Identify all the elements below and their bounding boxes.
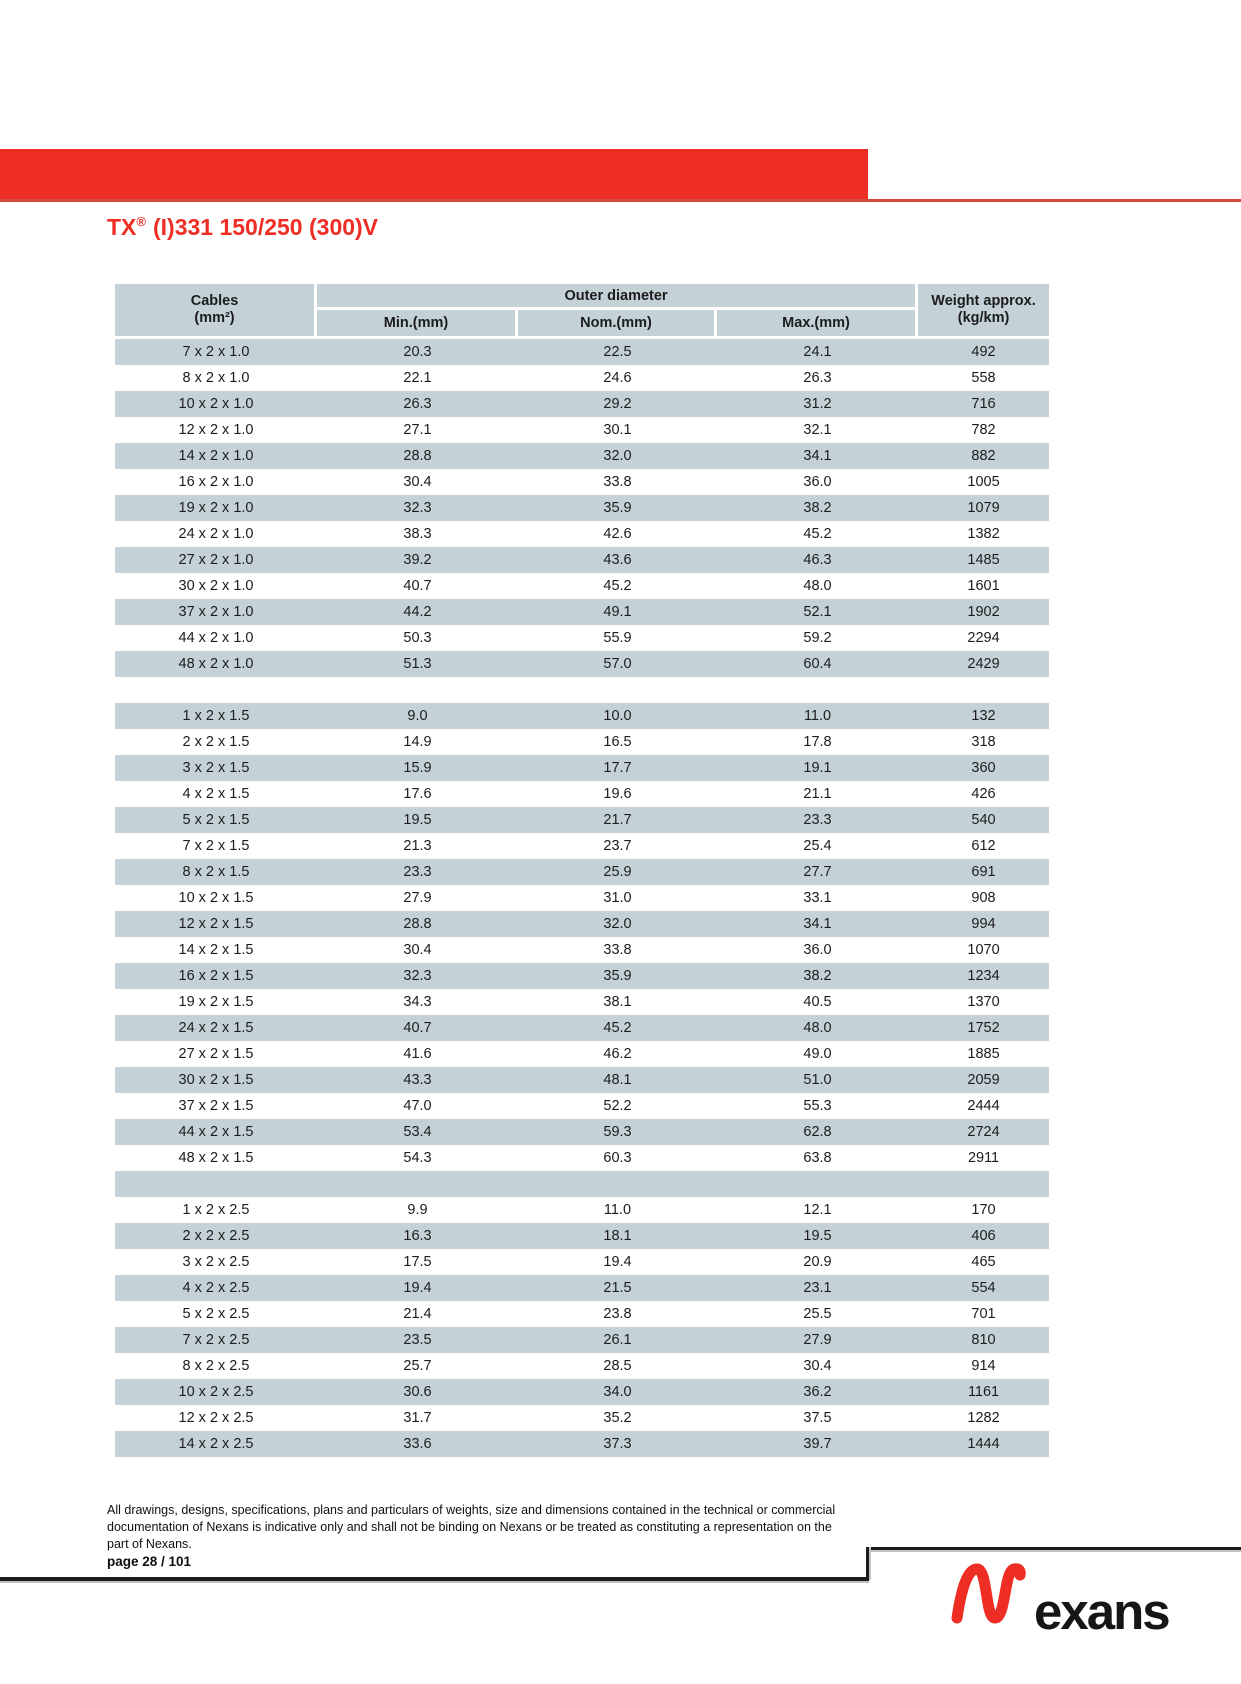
- cable-row: [115, 937, 1049, 963]
- min-cell: 21.3: [403, 838, 432, 854]
- nom-cell: 21.7: [518, 807, 717, 833]
- weight-cell: 1370: [967, 994, 1000, 1010]
- cable-size-cell: 12 x 2 x 1.5: [115, 911, 317, 937]
- cable-spec-table: [115, 284, 1049, 1457]
- max-cell: 32.1: [803, 422, 832, 438]
- nom-cell: 25.9: [518, 859, 717, 885]
- disclaimer-line: All drawings, designs, specifications, plans and particulars of weights, size and dimensions contained in the technical or commercial: [107, 1503, 836, 1517]
- disclaimer-line: documentation of Nexans is indicative only and shall not be binding on Nexans or be treated as constituting a representation on the: [107, 1520, 832, 1534]
- min-cell: 41.6: [403, 1046, 432, 1062]
- cable-size-cell: 7 x 2 x 1.5: [182, 838, 250, 854]
- cable-row: [115, 1275, 1049, 1301]
- nom-cell: 49.1: [518, 599, 717, 625]
- cable-row: [115, 469, 1049, 495]
- page-title: [107, 214, 378, 241]
- nom-cell: 30.1: [603, 422, 632, 438]
- nexans-n-icon: [950, 1561, 1046, 1627]
- max-cell: 26.3: [803, 370, 832, 386]
- max-cell: 24.1: [717, 339, 918, 365]
- weight-cell: 540: [918, 807, 1049, 833]
- nom-cell: 48.1: [518, 1067, 717, 1093]
- cable-row: [115, 443, 1049, 469]
- max-cell: 20.9: [803, 1254, 832, 1270]
- group-separator-cell: [115, 1171, 1049, 1197]
- weight-cell: 612: [971, 838, 996, 854]
- min-cell: 40.7: [403, 578, 432, 594]
- max-cell: 48.0: [803, 578, 832, 594]
- weight-cell: 465: [971, 1254, 996, 1270]
- min-cell: 47.0: [403, 1098, 432, 1114]
- col-header-cables-label: Cables: [190, 293, 239, 309]
- weight-cell: 1444: [918, 1431, 1049, 1457]
- weight-cell: 2724: [918, 1119, 1049, 1145]
- cable-row: [115, 911, 1049, 937]
- cable-size-cell: 7 x 2 x 1.0: [115, 339, 317, 365]
- cable-row: [115, 1301, 1049, 1327]
- footer-rule-step: [866, 1547, 869, 1580]
- cable-row: [115, 703, 1049, 729]
- cable-size-cell: 14 x 2 x 1.5: [178, 942, 254, 958]
- cable-row: [115, 1119, 1049, 1145]
- max-cell: 23.1: [717, 1275, 918, 1301]
- weight-cell: 882: [918, 443, 1049, 469]
- nom-cell: 24.6: [603, 370, 632, 386]
- min-cell: 53.4: [317, 1119, 518, 1145]
- nom-cell: 28.5: [603, 1358, 632, 1374]
- max-cell: 34.1: [717, 443, 918, 469]
- cable-size-cell: 19 x 2 x 1.0: [115, 495, 317, 521]
- col-header-cables-unit: (mm²): [194, 310, 235, 326]
- max-cell: 23.3: [717, 807, 918, 833]
- cable-row: [115, 963, 1049, 989]
- cable-row: [115, 1353, 1049, 1379]
- cable-row: [115, 1327, 1049, 1353]
- min-cell: 30.6: [317, 1379, 518, 1405]
- min-cell: 25.7: [403, 1358, 432, 1374]
- max-cell: 11.0: [717, 703, 918, 729]
- cable-size-cell: 3 x 2 x 1.5: [115, 755, 317, 781]
- page-number: page 28 / 101: [107, 1554, 192, 1569]
- min-cell: 17.5: [403, 1254, 432, 1270]
- min-cell: 39.2: [317, 547, 518, 573]
- weight-cell: 810: [918, 1327, 1049, 1353]
- cable-row: [115, 807, 1049, 833]
- footer-rule-main: [0, 1577, 869, 1581]
- cable-size-cell: 2 x 2 x 2.5: [115, 1223, 317, 1249]
- col-header-weight-unit: (kg/km): [957, 310, 1010, 326]
- cable-size-cell: 24 x 2 x 1.0: [178, 526, 254, 542]
- min-cell: 15.9: [317, 755, 518, 781]
- max-cell: 34.1: [717, 911, 918, 937]
- cable-row: [115, 339, 1049, 365]
- nexans-wordmark: exans: [1034, 1583, 1169, 1640]
- weight-cell: 1485: [918, 547, 1049, 573]
- nom-cell: 38.1: [603, 994, 632, 1010]
- weight-cell: 170: [971, 1202, 996, 1218]
- nom-cell: 43.6: [518, 547, 717, 573]
- min-cell: 32.3: [317, 963, 518, 989]
- weight-cell: 426: [971, 786, 996, 802]
- weight-cell: 2059: [918, 1067, 1049, 1093]
- cable-row: [115, 1145, 1049, 1171]
- nom-cell: 33.8: [603, 942, 632, 958]
- max-cell: 12.1: [803, 1202, 832, 1218]
- nom-cell: 22.5: [518, 339, 717, 365]
- cable-row: [115, 1093, 1049, 1119]
- weight-cell: 691: [918, 859, 1049, 885]
- max-cell: 19.1: [717, 755, 918, 781]
- min-cell: 17.6: [403, 786, 432, 802]
- max-cell: 45.2: [803, 526, 832, 542]
- weight-cell: 1005: [967, 474, 1000, 490]
- weight-cell: 1902: [918, 599, 1049, 625]
- cable-size-cell: 5 x 2 x 1.5: [115, 807, 317, 833]
- min-cell: 19.5: [317, 807, 518, 833]
- cable-row: [115, 885, 1049, 911]
- nom-cell: 21.5: [518, 1275, 717, 1301]
- min-cell: 27.9: [403, 890, 432, 906]
- nom-cell: 34.0: [518, 1379, 717, 1405]
- cable-size-cell: 10 x 2 x 1.0: [115, 391, 317, 417]
- min-cell: 33.6: [317, 1431, 518, 1457]
- cable-row: [115, 365, 1049, 391]
- cable-row: [115, 547, 1049, 573]
- nom-cell: 57.0: [518, 651, 717, 677]
- cable-row: [115, 989, 1049, 1015]
- col-header-min: Min.(mm): [317, 310, 518, 339]
- nom-cell: 32.0: [518, 911, 717, 937]
- cable-row: [115, 833, 1049, 859]
- max-cell: 25.4: [803, 838, 832, 854]
- nom-cell: 35.9: [518, 963, 717, 989]
- nom-cell: 19.6: [603, 786, 632, 802]
- disclaimer-text: [107, 1502, 835, 1553]
- col-header-cables: [115, 284, 317, 339]
- nom-cell: 45.2: [518, 1015, 717, 1041]
- weight-cell: 1234: [918, 963, 1049, 989]
- header-red-banner: [0, 149, 868, 202]
- cable-row: [115, 859, 1049, 885]
- min-cell: 28.8: [317, 911, 518, 937]
- max-cell: 52.1: [717, 599, 918, 625]
- cable-size-cell: 30 x 2 x 1.0: [178, 578, 254, 594]
- min-cell: 26.3: [317, 391, 518, 417]
- min-cell: 23.5: [317, 1327, 518, 1353]
- group-separator-row: [115, 677, 1049, 703]
- group-separator-cell: [115, 677, 1049, 703]
- max-cell: 27.7: [717, 859, 918, 885]
- max-cell: 30.4: [803, 1358, 832, 1374]
- nom-cell: 16.5: [603, 734, 632, 750]
- cable-row: [115, 495, 1049, 521]
- min-cell: 27.1: [403, 422, 432, 438]
- header-red-rule: [0, 199, 1241, 202]
- nom-cell: 31.0: [603, 890, 632, 906]
- cable-size-cell: 1 x 2 x 2.5: [182, 1202, 250, 1218]
- weight-cell: 1601: [967, 578, 1000, 594]
- cable-row: [115, 1067, 1049, 1093]
- nom-cell: 23.8: [603, 1306, 632, 1322]
- nom-cell: 19.4: [603, 1254, 632, 1270]
- cable-row: [115, 1405, 1049, 1431]
- registered-trademark-symbol: ®: [136, 214, 146, 229]
- cable-size-cell: 12 x 2 x 1.0: [178, 422, 254, 438]
- cable-size-cell: 7 x 2 x 2.5: [115, 1327, 317, 1353]
- cable-size-cell: 44 x 2 x 1.0: [178, 630, 254, 646]
- nom-cell: 42.6: [603, 526, 632, 542]
- weight-cell: 132: [918, 703, 1049, 729]
- cable-size-cell: 8 x 2 x 2.5: [182, 1358, 250, 1374]
- cable-size-cell: 30 x 2 x 1.5: [115, 1067, 317, 1093]
- min-cell: 14.9: [403, 734, 432, 750]
- cable-row: [115, 1041, 1049, 1067]
- weight-cell: 492: [918, 339, 1049, 365]
- max-cell: 63.8: [803, 1150, 832, 1166]
- nom-cell: 52.2: [603, 1098, 632, 1114]
- max-cell: 55.3: [803, 1098, 832, 1114]
- cable-size-cell: 44 x 2 x 1.5: [115, 1119, 317, 1145]
- cable-size-cell: 27 x 2 x 1.5: [178, 1046, 254, 1062]
- max-cell: 36.0: [803, 474, 832, 490]
- cable-size-cell: 48 x 2 x 1.5: [178, 1150, 254, 1166]
- nom-cell: 35.2: [603, 1410, 632, 1426]
- min-cell: 16.3: [317, 1223, 518, 1249]
- weight-cell: 782: [971, 422, 996, 438]
- max-cell: 40.5: [803, 994, 832, 1010]
- max-cell: 49.0: [803, 1046, 832, 1062]
- col-header-outer-diameter: Outer diameter: [317, 284, 918, 310]
- weight-cell: 994: [918, 911, 1049, 937]
- min-cell: 34.3: [403, 994, 432, 1010]
- min-cell: 38.3: [403, 526, 432, 542]
- cable-size-cell: 4 x 2 x 1.5: [182, 786, 250, 802]
- cable-row: [115, 755, 1049, 781]
- max-cell: 48.0: [717, 1015, 918, 1041]
- nom-cell: 26.1: [518, 1327, 717, 1353]
- max-cell: 21.1: [803, 786, 832, 802]
- weight-cell: 558: [971, 370, 996, 386]
- min-cell: 20.3: [317, 339, 518, 365]
- weight-cell: 318: [971, 734, 996, 750]
- cable-row: [115, 1223, 1049, 1249]
- max-cell: 38.2: [717, 963, 918, 989]
- cable-row: [115, 651, 1049, 677]
- cable-size-cell: 2 x 2 x 1.5: [182, 734, 250, 750]
- cable-row: [115, 573, 1049, 599]
- min-cell: 30.4: [403, 942, 432, 958]
- nom-cell: 59.3: [518, 1119, 717, 1145]
- col-header-max: Max.(mm): [717, 310, 918, 339]
- table-header-row-1: [115, 284, 1049, 310]
- cable-size-cell: 4 x 2 x 2.5: [115, 1275, 317, 1301]
- weight-cell: 1161: [918, 1379, 1049, 1405]
- weight-cell: 1070: [967, 942, 1000, 958]
- cable-row: [115, 1431, 1049, 1457]
- nom-cell: 10.0: [518, 703, 717, 729]
- min-cell: 28.8: [317, 443, 518, 469]
- min-cell: 43.3: [317, 1067, 518, 1093]
- cable-row: [115, 417, 1049, 443]
- cable-size-cell: 14 x 2 x 2.5: [115, 1431, 317, 1457]
- max-cell: 31.2: [717, 391, 918, 417]
- min-cell: 44.2: [317, 599, 518, 625]
- weight-cell: 2294: [967, 630, 1000, 646]
- weight-cell: 701: [971, 1306, 996, 1322]
- nexans-logo: [950, 1556, 1169, 1640]
- max-cell: 59.2: [803, 630, 832, 646]
- weight-cell: 908: [971, 890, 996, 906]
- nom-cell: 60.3: [603, 1150, 632, 1166]
- max-cell: 51.0: [717, 1067, 918, 1093]
- max-cell: 46.3: [717, 547, 918, 573]
- cable-row: [115, 1015, 1049, 1041]
- max-cell: 62.8: [717, 1119, 918, 1145]
- cable-row: [115, 781, 1049, 807]
- weight-cell: 914: [971, 1358, 996, 1374]
- cable-size-cell: 3 x 2 x 2.5: [182, 1254, 250, 1270]
- min-cell: 21.4: [403, 1306, 432, 1322]
- cable-size-cell: 5 x 2 x 2.5: [182, 1306, 250, 1322]
- weight-cell: 2444: [967, 1098, 1000, 1114]
- min-cell: 9.9: [407, 1202, 428, 1218]
- col-header-nom: Nom.(mm): [518, 310, 717, 339]
- cable-size-cell: 16 x 2 x 1.5: [115, 963, 317, 989]
- cable-size-cell: 1 x 2 x 1.5: [115, 703, 317, 729]
- cable-size-cell: 8 x 2 x 1.0: [182, 370, 250, 386]
- cable-row: [115, 729, 1049, 755]
- cable-size-cell: 12 x 2 x 2.5: [178, 1410, 254, 1426]
- min-cell: 19.4: [317, 1275, 518, 1301]
- min-cell: 31.7: [403, 1410, 432, 1426]
- weight-cell: 1382: [967, 526, 1000, 542]
- product-model: (I)331 150/250 (300)V: [152, 214, 379, 240]
- col-header-weight: [918, 284, 1049, 339]
- cable-size-cell: 10 x 2 x 1.5: [178, 890, 254, 906]
- cable-size-cell: 16 x 2 x 1.0: [178, 474, 254, 490]
- min-cell: 51.3: [317, 651, 518, 677]
- max-cell: 19.5: [717, 1223, 918, 1249]
- cable-row: [115, 391, 1049, 417]
- weight-cell: 360: [918, 755, 1049, 781]
- nom-cell: 29.2: [518, 391, 717, 417]
- cable-size-cell: 19 x 2 x 1.5: [178, 994, 254, 1010]
- cable-size-cell: 37 x 2 x 1.5: [178, 1098, 254, 1114]
- max-cell: 60.4: [717, 651, 918, 677]
- col-header-weight-label: Weight approx.: [931, 293, 1036, 309]
- max-cell: 36.2: [717, 1379, 918, 1405]
- min-cell: 23.3: [317, 859, 518, 885]
- weight-cell: 554: [918, 1275, 1049, 1301]
- min-cell: 40.7: [317, 1015, 518, 1041]
- min-cell: 9.0: [317, 703, 518, 729]
- cable-row: [115, 599, 1049, 625]
- group-separator-row: [115, 1171, 1049, 1197]
- nom-cell: 32.0: [518, 443, 717, 469]
- nom-cell: 18.1: [518, 1223, 717, 1249]
- min-cell: 50.3: [403, 630, 432, 646]
- nom-cell: 55.9: [603, 630, 632, 646]
- cable-row: [115, 521, 1049, 547]
- cable-size-cell: 10 x 2 x 2.5: [115, 1379, 317, 1405]
- cable-size-cell: 8 x 2 x 1.5: [115, 859, 317, 885]
- cable-table-body: [115, 339, 1049, 1457]
- min-cell: 30.4: [403, 474, 432, 490]
- nom-cell: 37.3: [518, 1431, 717, 1457]
- weight-cell: 1282: [967, 1410, 1000, 1426]
- max-cell: 25.5: [803, 1306, 832, 1322]
- min-cell: 32.3: [317, 495, 518, 521]
- cable-row: [115, 1197, 1049, 1223]
- nom-cell: 17.7: [518, 755, 717, 781]
- table-header: [115, 284, 1049, 339]
- max-cell: 39.7: [717, 1431, 918, 1457]
- weight-cell: 716: [918, 391, 1049, 417]
- cable-size-cell: 24 x 2 x 1.5: [115, 1015, 317, 1041]
- weight-cell: 2429: [918, 651, 1049, 677]
- max-cell: 17.8: [803, 734, 832, 750]
- nom-cell: 46.2: [603, 1046, 632, 1062]
- max-cell: 33.1: [803, 890, 832, 906]
- nom-cell: 35.9: [518, 495, 717, 521]
- weight-cell: 1885: [967, 1046, 1000, 1062]
- cable-size-cell: 48 x 2 x 1.0: [115, 651, 317, 677]
- cable-row: [115, 625, 1049, 651]
- nom-cell: 11.0: [603, 1202, 632, 1218]
- nom-cell: 23.7: [603, 838, 632, 854]
- max-cell: 36.0: [803, 942, 832, 958]
- nom-cell: 45.2: [603, 578, 632, 594]
- disclaimer-line: part of Nexans.: [107, 1537, 192, 1551]
- cable-row: [115, 1379, 1049, 1405]
- weight-cell: 2911: [967, 1150, 1000, 1166]
- cable-row: [115, 1249, 1049, 1275]
- min-cell: 54.3: [403, 1150, 432, 1166]
- cable-size-cell: 14 x 2 x 1.0: [115, 443, 317, 469]
- min-cell: 22.1: [403, 370, 432, 386]
- weight-cell: 406: [918, 1223, 1049, 1249]
- weight-cell: 1079: [918, 495, 1049, 521]
- max-cell: 27.9: [717, 1327, 918, 1353]
- footer-rule-right: [869, 1547, 1241, 1550]
- weight-cell: 1752: [918, 1015, 1049, 1041]
- max-cell: 38.2: [717, 495, 918, 521]
- nom-cell: 33.8: [603, 474, 632, 490]
- cable-size-cell: 37 x 2 x 1.0: [115, 599, 317, 625]
- cable-size-cell: 27 x 2 x 1.0: [115, 547, 317, 573]
- product-brand: TX: [107, 214, 137, 240]
- max-cell: 37.5: [803, 1410, 832, 1426]
